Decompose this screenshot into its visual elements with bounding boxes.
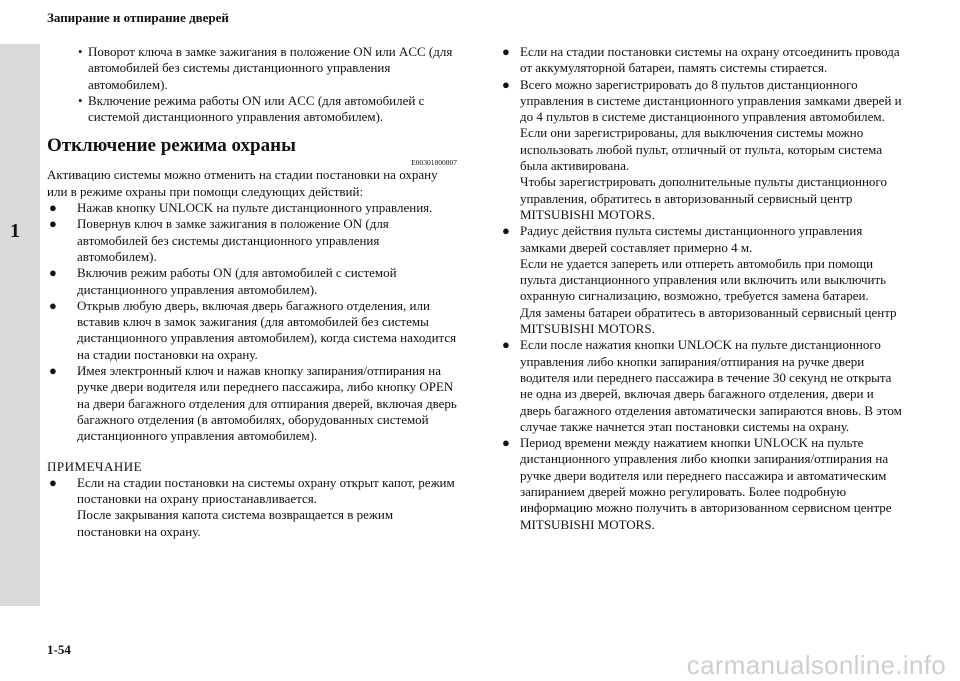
note-item [47,475,457,508]
info-item [502,223,907,337]
small-bullet-icon: • [78,44,83,59]
action-text: Включив режим работы ON (для автомобилей с системой дистанционного управления автомобилем). [77,265,397,297]
section-code: E00301800807 [411,158,457,168]
note-continuation: После закрывания капота система возвращается в режим постановки на охрану. [77,507,394,539]
bullet-icon: ● [502,223,510,239]
chapter-tab [0,44,40,606]
info-text: Если после нажатия кнопки UNLOCK на пульте дистанционного управления либо кнопки запирания/отпирания на ручке двери водителя или переднего пассажира в течение 30 секунд не открыта не одна из дверей, включая дверь багажного отделения, двери и дверь багажного отделения автоматически запираются вновь. В этом случае также начнется этап постановки системы на охрану. [520,337,902,434]
right-column [502,44,907,533]
chapter-number: 1 [10,220,20,242]
info-extra: Чтобы зарегистрировать дополнительные пульты дистанционного управления, обратитесь в авторизованный сервисный центр MITSUBISHI MOTORS. [520,174,887,222]
bullet-icon: ● [49,297,57,313]
bullet-icon: ● [502,337,510,353]
info-extra: Если они зарегистрированы, для выключения системы можно использовать любой пульт, отличный от пульта, которым система была активирована. [520,125,883,174]
action-text: Нажав кнопку UNLOCK на пульте дистанционного управления. [77,200,433,216]
small-bullet-icon: • [78,92,83,108]
bullet-icon: ● [502,76,510,92]
section-title: Отключение режима охраны [47,135,296,157]
action-item [47,265,457,298]
bullet-icon: ● [49,474,57,490]
action-item [47,216,457,265]
info-item [502,44,907,77]
note-title: ПРИМЕЧАНИЕ [47,458,143,474]
bullet-icon: ● [502,44,510,59]
condition-text: Поворот ключа в замке зажигания в положение ON или ACC (для автомобилей без системы дистанционного управления автомобилем). [88,44,453,92]
action-item [47,298,457,363]
watermark-text: carmanualsonline.info [686,650,946,680]
info-item [502,435,907,533]
action-item [47,200,457,216]
info-item [502,337,907,435]
note-text: Если на стадии постановки на системы охрану открыт капот, режим постановки на охрану приостанавливается. [77,474,455,507]
info-text: Радиус действия пульта системы дистанционного управления замками дверей составляет примерно 4 м. [520,223,863,255]
info-text: Период времени между нажатием кнопки UNLOCK на пульте дистанционного управления либо кнопки запирания/отпирания на ручке двери водителя или переднего пассажира и автоматическим запиранием дверей можно регулировать. Более подробную информацию можно получить в авторизованном сервисном центре MITSUBISHI MOTORS. [520,435,892,532]
left-column [47,44,457,540]
section-intro: Активацию системы можно отменить на стадии постановки на охрану или в режиме охраны при помощи следующих действий: [47,167,438,199]
bullet-icon: ● [502,435,510,451]
info-text: Если на стадии постановки системы на охрану отсоединить провода от аккумуляторной батареи, память системы стирается. [520,44,900,76]
running-header: Запирание и отпирание дверей [47,10,229,25]
bullet-icon: ● [49,265,57,281]
info-text: Всего можно зарегистрировать до 8 пультов дистанционного управления в системе дистанционного управления замками дверей и до 4 пультов в системе дистанционного управления автомобилем. [520,76,902,125]
bullet-icon: ● [49,200,57,216]
info-item [502,77,907,224]
page-number: 1-54 [47,642,71,657]
condition-item [47,44,457,93]
condition-text: Включение режима работы ON или ACC (для автомобилей с системой дистанционного управления автомобилем). [88,92,425,125]
bullet-icon: ● [49,363,57,379]
bullet-icon: ● [49,216,57,232]
action-text: Повернув ключ в замке зажигания в положение ON (для автомобилей без системы дистанционного управления автомобилем). [77,216,389,264]
info-extra: Для замены батареи обратитесь в авторизованный сервисный центр MITSUBISHI MOTORS. [520,304,897,337]
info-extra: Если не удается запереть или отпереть автомобиль при помощи пульта дистанционного управления или включить или выключить охранную сигнализацию, возможно, требуется замена батареи. [520,255,887,304]
action-text: Открыв любую дверь, включая дверь багажного отделения, или вставив ключ в замок зажигания (для автомобилей без системы дистанционного управления автомобилем), когда система находится на стадии постановки на охрану. [77,297,457,362]
condition-item [47,93,457,126]
action-text: Имея электронный ключ и нажав кнопку запирания/отпирания на ручке двери водителя или переднего пассажира, либо кнопку OPEN на двери багажного отделения для отпирания дверей, включая дверь багажного отделения (в автомобилях, оборудованных системой дистанционного управления автомобилем). [77,363,457,444]
action-item [47,363,457,444]
